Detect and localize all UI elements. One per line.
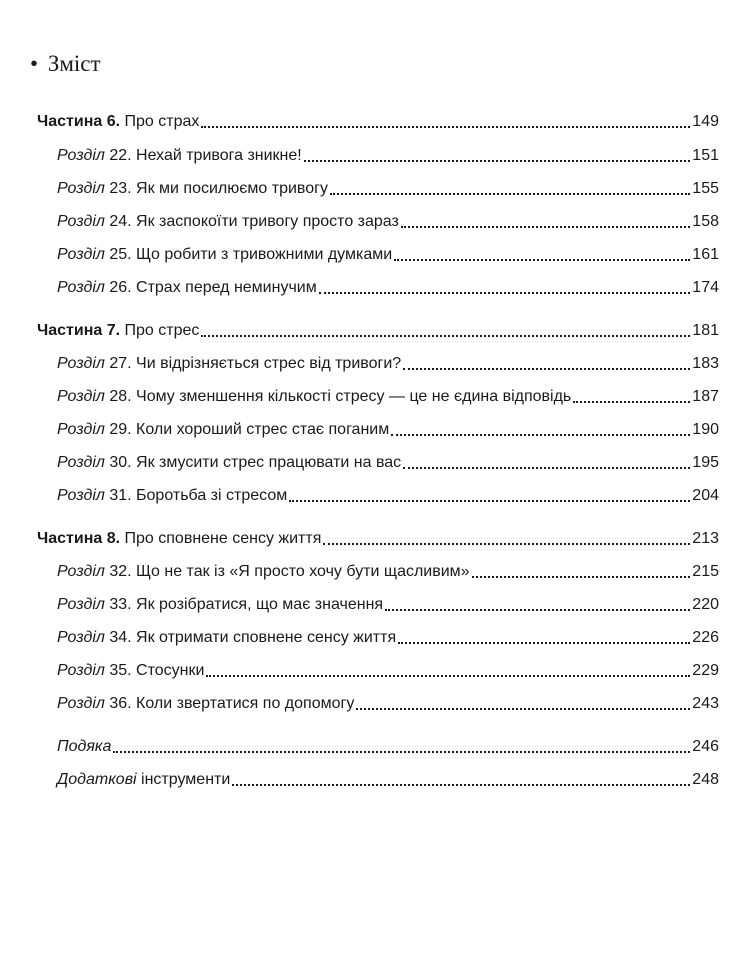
dot-leader xyxy=(232,784,690,786)
entry-prefix: Розділ xyxy=(57,596,105,613)
entry-title xyxy=(57,278,317,298)
bullet-icon: • xyxy=(30,51,39,76)
dot-leader xyxy=(304,160,691,162)
toc-part-entry[interactable] xyxy=(0,108,747,132)
page-number: 195 xyxy=(692,454,719,471)
toc-chapter-entry[interactable] xyxy=(0,690,747,714)
entry-prefix: Розділ xyxy=(57,355,105,372)
entry-title xyxy=(37,321,199,341)
dot-leader xyxy=(394,259,690,261)
entry-prefix: Розділ xyxy=(57,563,105,580)
entry-text: 33. Як розібратися, що має значення xyxy=(104,596,384,613)
page-number: 229 xyxy=(692,662,719,679)
page-number: 149 xyxy=(692,113,719,130)
entry-prefix: Розділ xyxy=(57,147,105,164)
entry-prefix: Розділ xyxy=(57,421,105,438)
toc-chapter-entry[interactable] xyxy=(0,208,747,232)
dot-leader xyxy=(403,368,690,370)
toc-header xyxy=(30,50,101,78)
entry-prefix: Додаткові xyxy=(57,771,137,788)
entry-prefix: Розділ xyxy=(57,695,105,712)
page-number: 151 xyxy=(692,147,719,164)
dot-leader xyxy=(356,708,690,710)
entry-title xyxy=(57,595,383,615)
entry-text: інструменти xyxy=(136,771,231,788)
entry-text: 35. Стосунки xyxy=(104,662,205,679)
entry-prefix: Частина 6. xyxy=(37,113,121,130)
page-number: 174 xyxy=(692,279,719,296)
entry-title xyxy=(57,354,401,374)
entry-title xyxy=(57,770,230,790)
page-number: 243 xyxy=(692,695,719,712)
entry-title xyxy=(57,245,392,265)
page-number: 158 xyxy=(692,213,719,230)
entry-title xyxy=(57,694,354,714)
dot-leader xyxy=(398,642,690,644)
entry-prefix: Подяка xyxy=(57,738,112,755)
entry-prefix: Розділ xyxy=(57,662,105,679)
entry-prefix: Частина 7. xyxy=(37,322,121,339)
toc-extra-entry[interactable] xyxy=(0,766,747,790)
entry-text: 22. Нехай тривога зникне! xyxy=(104,147,302,164)
dot-leader xyxy=(201,335,690,337)
page-number: 204 xyxy=(692,487,719,504)
entry-text: 24. Як заспокоїти тривогу просто зараз xyxy=(104,213,399,230)
entry-prefix: Частина 8. xyxy=(37,530,121,547)
toc-part-entry[interactable] xyxy=(0,525,747,549)
entry-prefix: Розділ xyxy=(57,629,105,646)
entry-title xyxy=(57,628,396,648)
entry-text: Про сповнене сенсу життя xyxy=(120,530,322,547)
toc-chapter-entry[interactable] xyxy=(0,558,747,582)
entry-text: 27. Чи відрізняється стрес від тривоги? xyxy=(104,355,402,372)
page-number: 213 xyxy=(692,530,719,547)
toc-title: Зміст xyxy=(47,51,101,76)
entry-title xyxy=(37,112,199,132)
entry-title xyxy=(57,486,287,506)
entry-prefix: Розділ xyxy=(57,388,105,405)
toc-chapter-entry[interactable] xyxy=(0,449,747,473)
toc-part-entry[interactable] xyxy=(0,317,747,341)
entry-text: 26. Страх перед неминучим xyxy=(104,279,317,296)
entry-text: 23. Як ми посилюємо тривогу xyxy=(104,180,328,197)
entry-title xyxy=(57,562,470,582)
dot-leader xyxy=(289,500,690,502)
entry-prefix: Розділ xyxy=(57,180,105,197)
entry-title xyxy=(37,529,321,549)
entry-text: Про стрес xyxy=(120,322,200,339)
entry-text: 31. Боротьба зі стресом xyxy=(104,487,288,504)
dot-leader xyxy=(113,751,690,753)
entry-title xyxy=(57,387,571,407)
toc-chapter-entry[interactable] xyxy=(0,350,747,374)
dot-leader xyxy=(206,675,690,677)
entry-title xyxy=(57,420,389,440)
entry-prefix: Розділ xyxy=(57,454,105,471)
dot-leader xyxy=(385,609,690,611)
toc-extra-entry[interactable] xyxy=(0,733,747,757)
entry-title xyxy=(57,212,399,232)
entry-prefix: Розділ xyxy=(57,246,105,263)
entry-prefix: Розділ xyxy=(57,279,105,296)
entry-prefix: Розділ xyxy=(57,213,105,230)
dot-leader xyxy=(201,126,690,128)
entry-title xyxy=(57,146,302,166)
entry-text: 36. Коли звертатися по допомогу xyxy=(104,695,355,712)
entry-prefix: Розділ xyxy=(57,487,105,504)
toc-chapter-entry[interactable] xyxy=(0,416,747,440)
page-number: 220 xyxy=(692,596,719,613)
toc-chapter-entry[interactable] xyxy=(0,591,747,615)
dot-leader xyxy=(403,467,690,469)
dot-leader xyxy=(319,292,691,294)
dot-leader xyxy=(472,576,691,578)
page-number: 183 xyxy=(692,355,719,372)
toc-chapter-entry[interactable] xyxy=(0,175,747,199)
page-number: 190 xyxy=(692,421,719,438)
toc-chapter-entry[interactable] xyxy=(0,383,747,407)
page-number: 215 xyxy=(692,563,719,580)
toc-chapter-entry[interactable] xyxy=(0,274,747,298)
entry-title xyxy=(57,661,204,681)
dot-leader xyxy=(401,226,690,228)
entry-text: 30. Як змусити стрес працювати на вас xyxy=(104,454,402,471)
page-number: 161 xyxy=(692,246,719,263)
entry-text: Про страх xyxy=(120,113,200,130)
dot-leader xyxy=(330,193,690,195)
toc-chapter-entry[interactable] xyxy=(0,142,747,166)
toc-chapter-entry[interactable] xyxy=(0,482,747,506)
dot-leader xyxy=(573,401,690,403)
page-number: 155 xyxy=(692,180,719,197)
page-number: 246 xyxy=(692,738,719,755)
entry-text: 25. Що робити з тривожними думками xyxy=(104,246,393,263)
entry-text: 28. Чому зменшення кількості стресу — це не єдина відповідь xyxy=(104,388,572,405)
toc-chapter-entry[interactable] xyxy=(0,624,747,648)
toc-chapter-entry[interactable] xyxy=(0,657,747,681)
toc-chapter-entry[interactable] xyxy=(0,241,747,265)
page-number: 187 xyxy=(692,388,719,405)
page-number: 181 xyxy=(692,322,719,339)
entry-text: 34. Як отримати сповнене сенсу життя xyxy=(104,629,397,646)
entry-text: 32. Що не так із «Я просто хочу бути щасливим» xyxy=(104,563,470,580)
dot-leader xyxy=(391,434,690,436)
page-number: 248 xyxy=(692,771,719,788)
page-number: 226 xyxy=(692,629,719,646)
dot-leader xyxy=(323,543,690,545)
entry-title xyxy=(57,453,401,473)
entry-title xyxy=(57,179,328,199)
entry-text: 29. Коли хороший стрес стає поганим xyxy=(104,421,390,438)
entry-title xyxy=(57,737,111,757)
